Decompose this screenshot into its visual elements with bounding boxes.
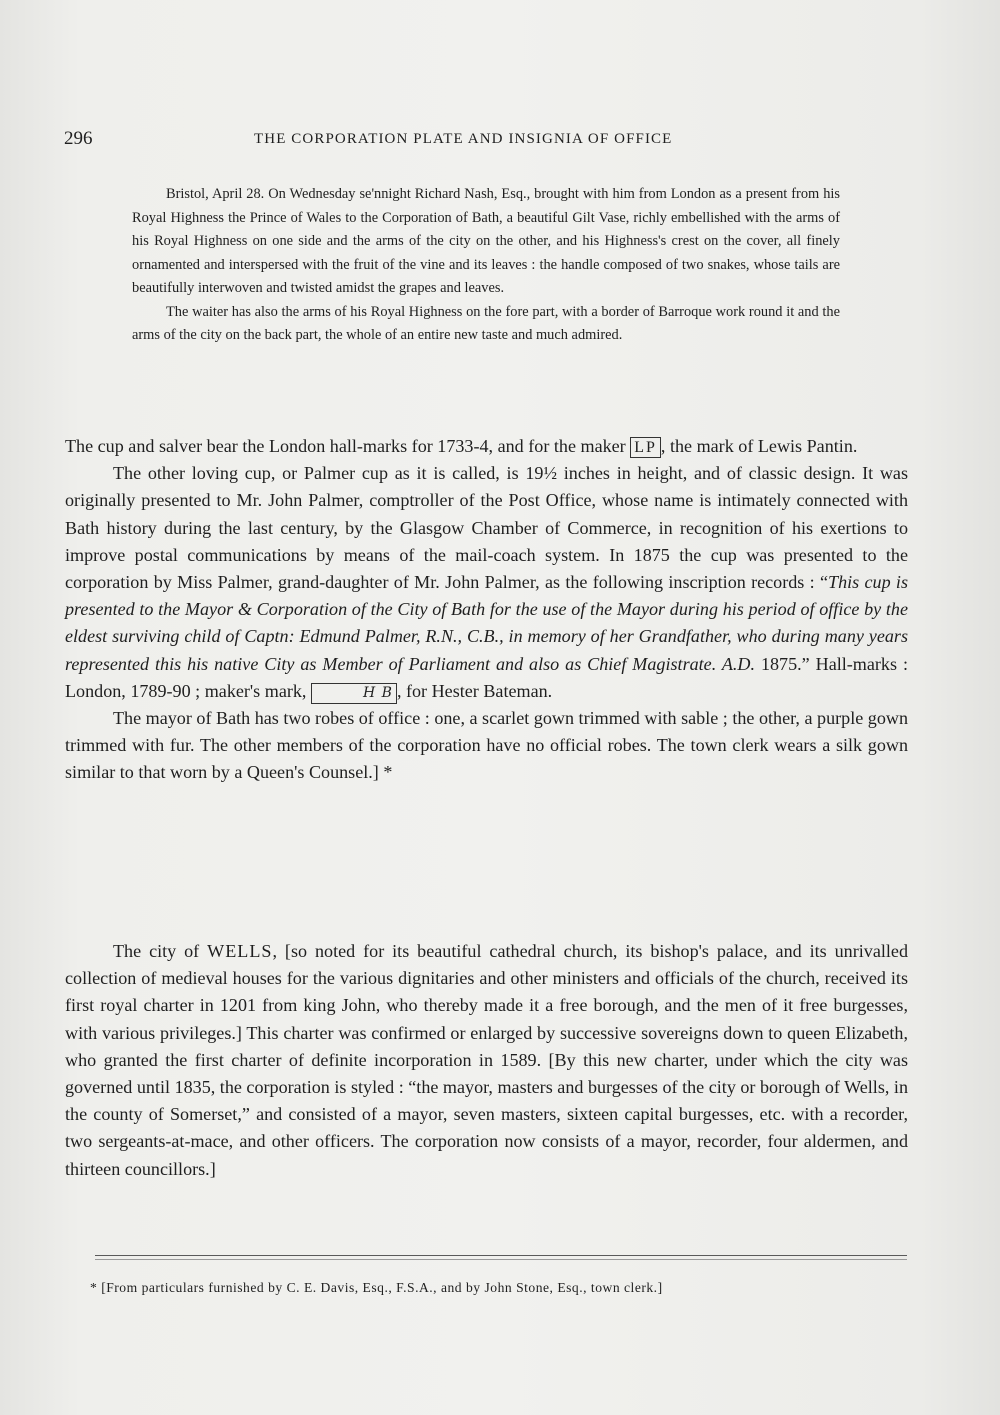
body-paragraph: The mayor of Bath has two robes of office : one, a scarlet gown trimmed with sable ; the other, a purple gown trimmed with fur. The other members of the corporation have no official robes. The town clerk wears a silk gown similar to that worn by a Queen's Counsel.] *	[65, 708, 908, 783]
body-text-run: The other loving cup, or Palmer cup as it is called, is 19½ inches in height, and of classic design. It was originally presented to Mr. John Palmer, comptroller of the Post Office, whose name is intimately connected with Bath history during the last century, by the Glasgow Chamber of Commerce, in recognition of his exertions to improve postal communications by means of the mail-coach system. In 1875 the cup was presented to the corporation by Miss Palmer, grand-daughter of Mr. John Palmer, as the following inscription records : “	[65, 463, 908, 593]
body-text-run: 1875.” Hall-marks : London, 1789-90 ; maker's mark,	[65, 653, 908, 701]
body-text-run: , [so noted for its beautiful cathedral church, its bishop's palace, and its unrivalled collection of medieval houses for the various dignitaries and other ministers and officials of the church, received its first royal charter in 1201 from king John, who thereby made it a free borough, and the men of it free burgesses, with various privileges.] This charter was confirmed or enlarged by successive sovereigns down to queen Elizabeth, who granted the first charter of definite incorporation in 1589. [By this new charter, under which the city was governed until 1835, the corporation is styled : “the mayor, masters and burgesses of the city or borough of Wells, in the county of Somerset,” and consisted of a mayor, seven masters, sixteen capital burgesses, etc. with a recorder, two sergeants-at-mace, and other officers. The corporation now consists of a mayor, recorder, four aldermen, and thirteen councillors.]	[65, 941, 908, 1179]
quoted-passage	[132, 183, 840, 348]
quote-paragraph: The waiter has also the arms of his Royal Highness on the fore part, with a border of Barroque work round it and the arms of the city on the back part, the whole of an entire new taste and much admired.	[132, 303, 840, 343]
wells-section	[65, 938, 908, 1183]
footnote: * [From particulars furnished by C. E. Davis, Esq., F.S.A., and by John Stone, Esq., town clerk.]	[90, 1280, 663, 1295]
inscription-text: This cup is presented to the Mayor & Corporation of the City of Bath for the use of the Mayor during his period of office by the eldest surviving child of Captn: Edmund Palmer, R.N., C.B., in memory of her Grandfather, who during many years represented this his native City as Member of Parliament and also as Chief Magistrate. A.D.	[65, 572, 908, 674]
body-paragraph	[65, 433, 908, 460]
page-number: 296	[64, 128, 93, 149]
city-name: WELLS	[207, 941, 273, 961]
footnote-rule	[95, 1259, 907, 1260]
body-paragraph	[65, 938, 908, 1183]
body-text	[65, 433, 908, 787]
body-text-run: The cup and salver bear the London hall-marks for 1733-4, and for the maker	[65, 436, 626, 456]
body-paragraph	[65, 460, 908, 705]
body-text-run: The city of	[113, 941, 200, 961]
body-text-run: , the mark of Lewis Pantin.	[660, 436, 858, 456]
body-text-run: , for Hester Bateman.	[396, 680, 553, 701]
footnote-rule	[95, 1255, 907, 1256]
makers-mark-hb: H B	[311, 683, 397, 704]
makers-mark-lp: LP	[630, 437, 661, 458]
quote-paragraph: Bristol, April 28. On Wednesday se'nnight Richard Nash, Esq., brought with him from London as a present from his Royal Highness the Prince of Wales to the Corporation of Bath, a beautiful Gilt Vase, richly embellished with the arms of his Royal Highness on one side and the arms of the city on the other, and his Highness's crest on the cover, all finely ornamented and interspersed with the fruit of the vine and its leaves : the handle composed of two snakes, whose tails are beautifully interwoven and twisted amidst the grapes and leaves.	[132, 186, 840, 296]
running-head: THE CORPORATION PLATE AND INSIGNIA OF OFFICE	[254, 131, 673, 147]
